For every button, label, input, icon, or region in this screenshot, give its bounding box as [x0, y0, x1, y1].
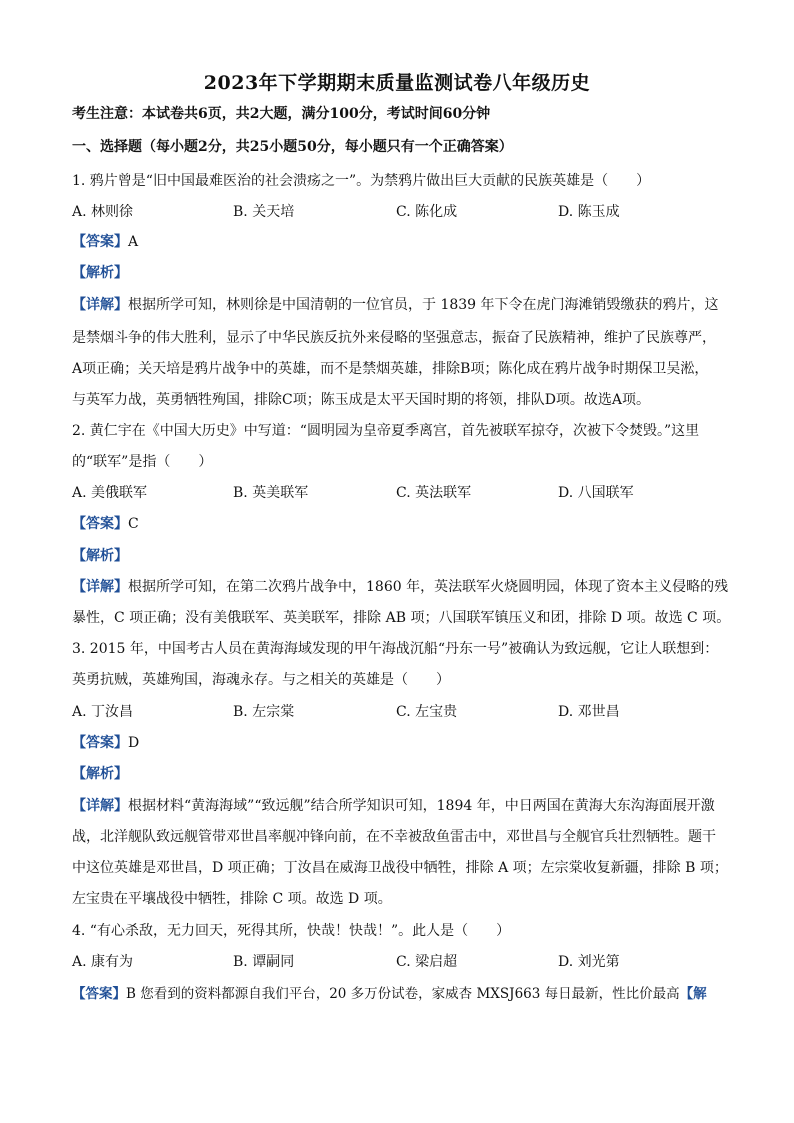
q3-option-d: D. 邓世昌	[558, 704, 620, 720]
section-heading: 一、选择题（每小题2分，共25小题50分，每小题只有一个正确答案）	[72, 139, 513, 155]
q3-option-b: B. 左宗棠	[233, 704, 295, 720]
exam-notice: 考生注意：本试卷共6页，共2大题，满分100分，考试时间60分钟	[72, 106, 491, 122]
q3-detail-line-2: 战，北洋舰队致远舰管带邓世昌率舰冲锋向前，在不幸被敌鱼雷击中，邓世昌与全舰官兵壮烈牺牲。题干	[72, 829, 716, 845]
question-1-stem: 1. 鸦片曾是“旧中国最难医治的社会溃疡之一”。为禁鸦片做出巨大贡献的民族英雄是（ ）	[72, 173, 651, 189]
q3-option-c: C. 左宝贵	[396, 704, 458, 720]
q1-detail-line-4: 与英军力战，英勇牺牲殉国，排除C项；陈玉成是太平天国时期的将领，排队D项。故选A项。	[72, 392, 651, 408]
question-3-stem-line-2: 英勇抗贼，英雄殉国，海魂永存。与之相关的英雄是（ ）	[72, 672, 450, 688]
q3-option-a: A. 丁汝昌	[72, 704, 134, 720]
q4-answer: 【答案】B 您看到的资料都源自我们平台，20 多万份试卷，家威杏 MXSJ663 每日最新，性比价最高【解	[72, 986, 707, 1002]
promo-text: B 您看到的资料都源自我们平台，20 多万份试卷，家威杏 MXSJ663 每日最新，性比价最高	[126, 986, 680, 1002]
q2-detail-line-1: 【详解】根据所学可知，在第二次鸦片战争中，1860 年，英法联军火烧圆明园，体现了资本主义侵略的残	[72, 579, 729, 595]
q1-option-b: B. 关天培	[233, 204, 295, 220]
q4-option-d: D. 刘光第	[558, 954, 620, 970]
q2-answer: 【答案】C	[72, 516, 139, 532]
q3-answer: 【答案】D	[72, 735, 140, 751]
q4-option-b: B. 谭嗣同	[233, 954, 295, 970]
q1-option-d: D. 陈玉成	[558, 204, 620, 220]
q3-detail-line-4: 左宝贵在平壤战役中牺牲，排除 C 项。故选 D 项。	[72, 891, 392, 907]
q2-option-b: B. 英美联军	[233, 485, 309, 501]
q2-detail-line-2: 暴性，C 项正确；没有美俄联军、英美联军，排除 AB 项；八国联军镇压义和团，排除 D 项。故选 C 项。	[72, 610, 731, 626]
q2-analysis-label: 【解析】	[72, 548, 128, 564]
q2-option-a: A. 美俄联军	[72, 485, 148, 501]
q1-detail-line-1: 【详解】根据所学可知，林则徐是中国清朝的一位官员，于 1839 年下令在虎门海滩销毁缴获的鸦片，这	[72, 297, 719, 313]
trailing-analysis-fragment: 【解	[679, 986, 707, 1002]
page-title: 2023年下学期期末质量监测试卷八年级历史	[203, 72, 591, 94]
question-2-stem-line-1: 2. 黄仁宇在《中国大历史》中写道：“圆明园为皇帝夏季离宫，首先被联军掠夺，次被下令焚毁。”这里	[72, 423, 700, 439]
q3-detail-line-1: 【详解】根据材料“黄海海域”“致远舰”结合所学知识可知，1894 年，中日两国在黄海大东沟海面展开激	[72, 798, 715, 814]
question-2-stem-line-2: 的“联军”是指（ ）	[72, 454, 213, 470]
q1-detail-line-2: 是禁烟斗争的伟大胜利，显示了中华民族反抗外来侵略的坚强意志，振奋了民族精神，维护了民族尊严，	[72, 330, 716, 346]
q4-option-a: A. 康有为	[72, 954, 134, 970]
question-4-stem: 4. “有心杀敌，无力回天，死得其所，快哉！快哉！”。此人是（ ）	[72, 923, 511, 939]
q2-option-c: C. 英法联军	[396, 485, 472, 501]
q2-option-d: D. 八国联军	[558, 485, 634, 501]
q1-answer: 【答案】A	[72, 234, 139, 250]
q1-detail-line-3: A项正确；关天培是鸦片战争中的英雄，而不是禁烟英雄，排除B项；陈化成在鸦片战争时期保卫吴淞，	[72, 361, 709, 377]
question-3-stem-line-1: 3. 2015 年，中国考古人员在黄海海域发现的甲午海战沉船“丹东一号”被确认为致远舰，它让人联想到：	[72, 641, 719, 657]
q3-analysis-label: 【解析】	[72, 766, 128, 782]
q4-option-c: C. 梁启超	[396, 954, 458, 970]
q1-analysis-label: 【解析】	[72, 265, 128, 281]
q1-option-c: C. 陈化成	[396, 204, 458, 220]
q3-detail-line-3: 中这位英雄是邓世昌，D 项正确；丁汝昌在威海卫战役中牺牲，排除 A 项；左宗棠收复新疆，排除 B 项；	[72, 860, 728, 876]
q1-option-a: A. 林则徐	[72, 204, 134, 220]
